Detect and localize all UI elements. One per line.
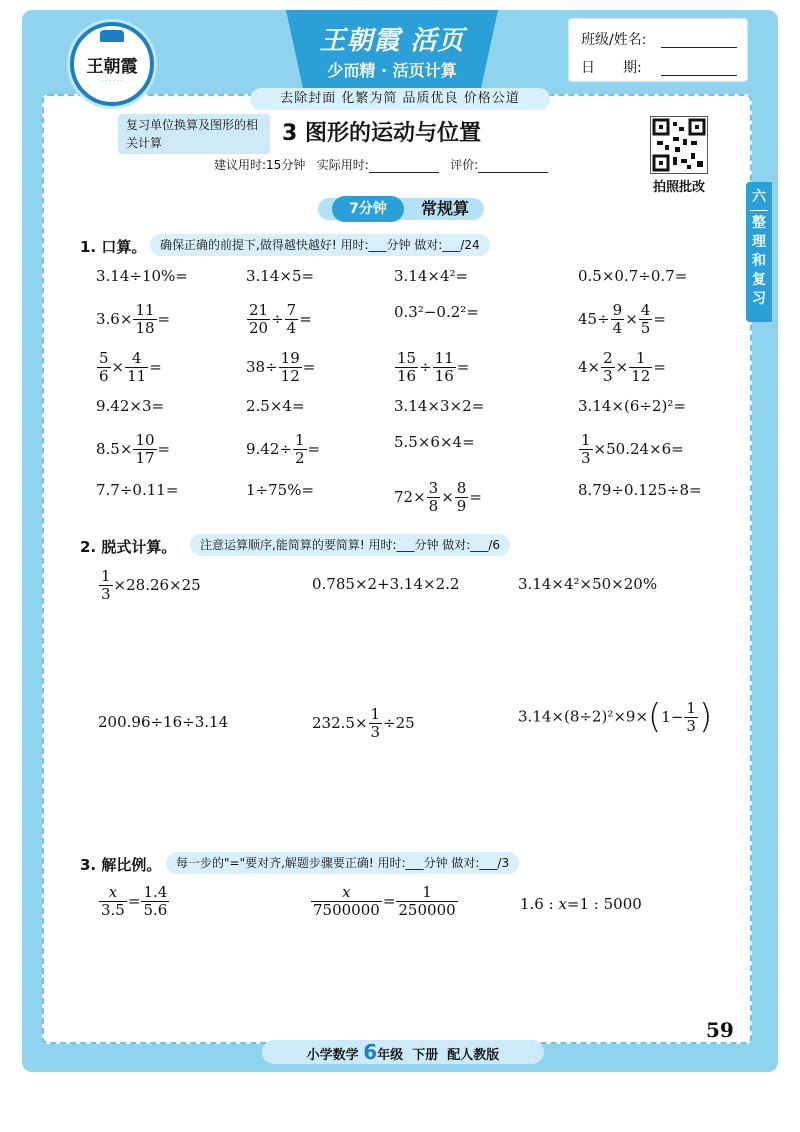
- fraction: $\frac{x}{7500000}$: [313, 883, 380, 919]
- crown-icon: [100, 30, 124, 42]
- side-tab: [746, 182, 772, 322]
- q3-item: $\frac{x}{3.5}$ = $\frac{1.4}{5.6}$: [101, 883, 168, 919]
- q1-heading: 1. 口算。: [80, 238, 147, 256]
- fraction: $\frac{1}{3}$: [101, 567, 111, 603]
- fraction: $\frac{19}{12}$: [280, 349, 300, 385]
- section-name: 常规算: [420, 199, 469, 218]
- q1-item: 3.14÷10%=: [96, 267, 188, 285]
- fraction: $\frac{1}{3}$: [581, 431, 591, 467]
- fraction: $\frac{21}{20}$: [249, 301, 269, 337]
- fraction: $\frac{15}{16}$: [397, 349, 417, 385]
- q3-heading: 3. 解比例。: [80, 856, 162, 874]
- fraction: $\frac{3}{8}$: [428, 479, 439, 515]
- q1-item: 8.79÷0.125÷8=: [578, 481, 702, 499]
- q1-item: 38÷ $\frac{19}{12}$ =: [246, 349, 316, 385]
- q2-item: 232.5× $\frac{1}{3}$ ÷25: [312, 705, 415, 741]
- q1-item: 9.42×3=: [96, 397, 165, 415]
- review-tag: 复习单位换算及图形的相关计算: [118, 114, 270, 154]
- fraction: $\frac{7}{4}$: [286, 301, 297, 337]
- brand-title: 王朝霞 活页: [319, 26, 465, 56]
- date-label: 日 期:: [581, 60, 642, 76]
- evaluation-field[interactable]: [478, 158, 548, 173]
- date-field[interactable]: [661, 75, 737, 76]
- logo-text: 王朝霞: [86, 57, 138, 77]
- time-info: [214, 156, 548, 173]
- q2-item: 200.96÷16÷3.14: [98, 713, 229, 731]
- q1-item: 3.6× $\frac{11}{18}$ =: [96, 301, 171, 337]
- fraction: $\frac{8}{9}$: [456, 479, 467, 515]
- fraction: $\frac{x}{3.5}$: [101, 883, 125, 919]
- q1-item: 0.3²−0.2²=: [394, 303, 479, 321]
- lesson-title: 3 图形的运动与位置: [282, 121, 481, 146]
- qr-code-icon[interactable]: [650, 116, 708, 174]
- section-minutes: 7分钟: [332, 196, 404, 222]
- brand-subtitle: 少而精 · 活页计算: [327, 61, 457, 80]
- q2-item: 0.785×2+3.14×2.2: [312, 575, 460, 593]
- q2-item: 3.14×4²×50×20%: [518, 575, 658, 593]
- q1-item: 3.14×3×2=: [394, 397, 485, 415]
- q1-item: 3.14×(6÷2)²=: [578, 397, 686, 415]
- q2-heading: 2. 脱式计算。: [80, 538, 177, 556]
- fraction: $\frac{1}{250000}$: [398, 883, 456, 919]
- fraction: $\frac{1}{2}$: [294, 431, 305, 467]
- q1-item: 45÷ $\frac{9}{4}$ × $\frac{4}{5}$ =: [578, 301, 666, 337]
- q2-item: 3.14×(8÷2)²×9×(1− $\frac{1}{3}$ ): [518, 697, 713, 737]
- q1-item: $\frac{1}{3}$ ×50.24×6=: [581, 431, 684, 467]
- evaluation-label: 评价:: [450, 158, 479, 172]
- fraction: $\frac{1}{12}$: [631, 349, 651, 385]
- fraction: $\frac{4}{5}$: [640, 301, 651, 337]
- q1-item: 2.5×4=: [246, 397, 305, 415]
- footer-volume: 下册: [412, 1048, 439, 1063]
- fraction: $\frac{1}{3}$: [686, 699, 696, 735]
- brand-logo: [70, 22, 154, 106]
- qr-label: 拍照批改: [652, 180, 705, 195]
- actual-time-field[interactable]: [369, 158, 439, 173]
- q3-note: 每一步的"="要对齐,解题步骤要正确! 用时:___分钟 做对:___/3: [166, 852, 519, 874]
- q3-item: 1.6 : x=1 : 5000: [520, 895, 642, 913]
- fraction: $\frac{11}{18}$: [135, 301, 155, 337]
- q1-item: 4× $\frac{2}{3}$ × $\frac{1}{12}$ =: [578, 349, 666, 385]
- actual-time-label: 实际用时:: [316, 158, 369, 172]
- q2-item: $\frac{1}{3}$ ×28.26×25: [101, 567, 201, 603]
- footer-grade-suffix: 年级: [377, 1048, 404, 1063]
- name-date-box: [568, 18, 748, 82]
- q2-note: 注意运算顺序,能简算的要简算! 用时:___分钟 做对:___/6: [190, 534, 510, 556]
- q1-note: 确保正确的前提下,做得越快越好! 用时:___分钟 做对:___/24: [150, 234, 490, 256]
- q1-item: 3.14×4²=: [394, 267, 469, 285]
- q1-item: $\frac{5}{6}$ × $\frac{4}{11}$ =: [99, 349, 162, 385]
- side-tab-number: 六: [752, 189, 766, 205]
- suggest-time: 建议用时:15分钟: [214, 158, 306, 172]
- footer-pill: [262, 1040, 544, 1064]
- q1-item: 0.5×0.7÷0.7=: [578, 267, 688, 285]
- q1-item: 72× $\frac{3}{8}$ × $\frac{8}{9}$ =: [394, 479, 482, 515]
- class-name-field[interactable]: [661, 47, 737, 48]
- class-name-label: 班级/姓名:: [581, 32, 647, 48]
- q1-item: 9.42÷ $\frac{1}{2}$ =: [246, 431, 321, 467]
- q1-item: 5.5×6×4=: [394, 433, 475, 451]
- logo-decoration: · · · · · ·: [101, 78, 123, 85]
- slogan: 去除封面 化繁为简 品质优良 价格公道: [250, 88, 550, 110]
- fraction: $\frac{2}{3}$: [603, 349, 613, 385]
- q1-item: 1÷75%=: [246, 481, 315, 499]
- footer-edition: 配人教版: [447, 1048, 500, 1063]
- fraction: $\frac{5}{6}$: [99, 349, 109, 385]
- q1-item: 7.7÷0.11=: [96, 481, 179, 499]
- fraction: $\frac{1}{3}$: [370, 705, 381, 741]
- q1-item: 8.5× $\frac{10}{17}$ =: [96, 431, 171, 467]
- page-number: 59: [706, 1018, 734, 1042]
- fraction: $\frac{10}{17}$: [135, 431, 155, 467]
- fraction: $\frac{4}{11}$: [127, 349, 147, 385]
- side-tab-text: 整理和复习: [752, 215, 766, 307]
- q1-item: $\frac{15}{16}$ ÷ $\frac{11}{16}$ =: [397, 349, 470, 385]
- fraction: $\frac{9}{4}$: [612, 301, 623, 337]
- q1-item: $\frac{21}{20}$ ÷ $\frac{7}{4}$ =: [249, 301, 312, 337]
- fraction: $\frac{1.4}{5.6}$: [143, 883, 168, 919]
- fraction: $\frac{11}{16}$: [434, 349, 454, 385]
- footer-subject: 小学数学: [306, 1048, 359, 1063]
- q3-item: $\frac{x}{7500000}$ = $\frac{1}{250000}$: [313, 883, 456, 919]
- q1-item: 3.14×5=: [246, 267, 315, 285]
- section-pill: [318, 196, 484, 220]
- footer-grade: 6: [363, 1040, 378, 1064]
